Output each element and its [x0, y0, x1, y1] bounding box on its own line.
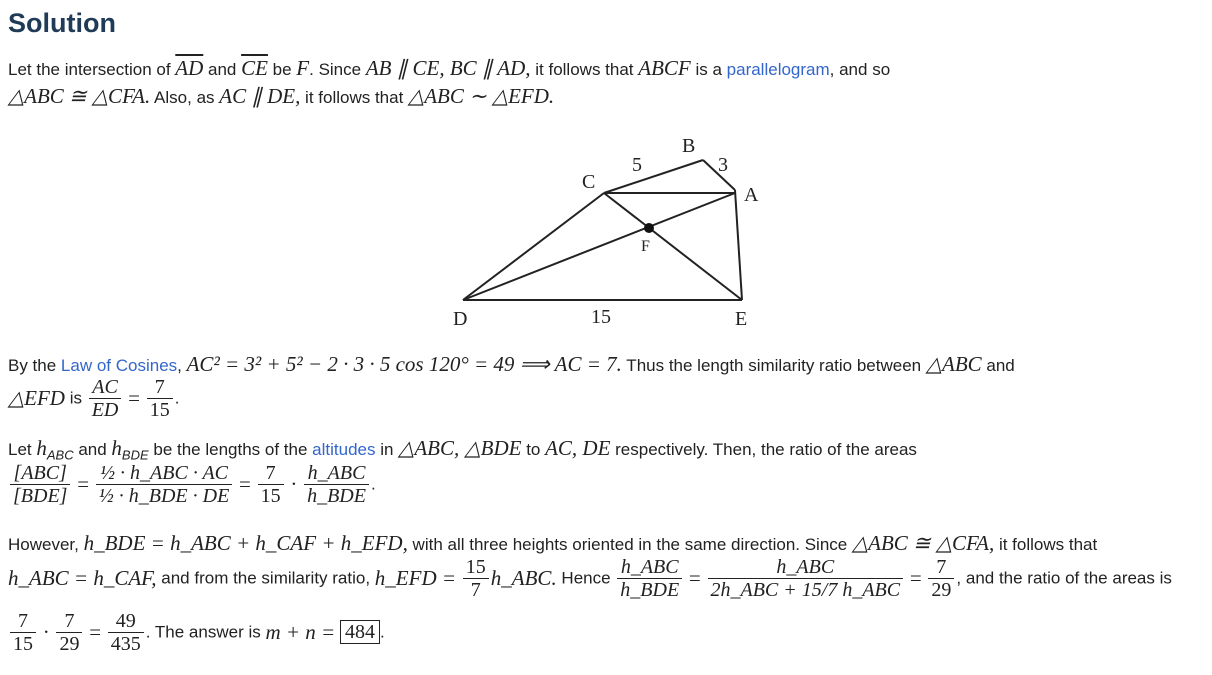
text: Let: [8, 440, 37, 459]
segment-ce: $\overline{CE}$: [241, 56, 268, 80]
text: By the: [8, 356, 61, 375]
answer-box: 484: [340, 620, 380, 644]
label-f: F: [641, 238, 650, 255]
math-hefd: h_EFD =: [374, 566, 457, 590]
fraction-7-29: [928, 556, 954, 601]
equals: =: [128, 386, 140, 410]
text: be: [267, 60, 297, 79]
fraction-height-expansion: [708, 556, 904, 601]
text: Also, as: [150, 88, 220, 107]
math-congruent: △ABC ≅ △CFA,: [851, 531, 995, 555]
numerator: 7: [258, 462, 284, 485]
denominator: 15: [149, 399, 170, 421]
numerator: 15: [463, 556, 489, 579]
text: be the lengths of the: [148, 440, 313, 459]
denominator: ½ · h_BDE · DE: [98, 485, 230, 507]
text: Thus the length similarity ratio between: [621, 356, 926, 375]
fraction-half-base-height: [96, 462, 233, 507]
numerator: 7: [147, 376, 173, 399]
period: .: [379, 622, 385, 642]
text: , and the ratio of the areas is: [956, 568, 1172, 588]
math-efd: △EFD: [8, 386, 65, 410]
paragraph-line-4: [8, 376, 179, 421]
equals: =: [239, 472, 251, 496]
math-abc: △ABC: [925, 352, 982, 376]
label-c: C: [582, 171, 596, 193]
segment-da: [463, 193, 735, 300]
equals: =: [77, 472, 90, 496]
numerator: AC: [89, 376, 122, 399]
fraction-7-15: [258, 462, 284, 507]
numerator: h_ABC: [708, 556, 904, 579]
numerator: 7: [928, 556, 954, 579]
denominator: [BDE]: [13, 485, 68, 507]
text: to: [521, 440, 546, 459]
fraction-7-15: [10, 610, 36, 655]
numerator: 7: [10, 610, 36, 633]
math-parallel: AB ∥ CE, BC ∥ AD,: [365, 56, 531, 80]
segment-ce-line: [604, 193, 742, 300]
segment-bc: [604, 160, 703, 193]
denominator: 435: [110, 633, 141, 655]
text: it follows that: [530, 60, 639, 79]
equals: =: [909, 566, 922, 590]
math-habc: h_ABC.: [490, 566, 557, 590]
point-f-dot: [644, 223, 654, 233]
geometry-figure: [440, 128, 780, 338]
label-a: A: [744, 184, 759, 206]
fraction-7-29: [56, 610, 82, 655]
text: is a: [690, 60, 727, 79]
label-d: D: [453, 308, 468, 330]
length-de: 15: [591, 306, 611, 328]
numerator: h_ABC: [304, 462, 369, 485]
fraction-heights: [617, 556, 682, 601]
math-f: F: [296, 56, 310, 80]
fraction-area: [10, 462, 70, 507]
final-answer-line: [8, 610, 385, 655]
paragraph-line-5: [8, 436, 917, 462]
paragraph-line-7: [8, 531, 1097, 556]
equals: =: [688, 566, 701, 590]
length-ab: 3: [718, 154, 728, 176]
math-equal-heights: h_ABC = h_CAF,: [8, 566, 157, 590]
math-h: h: [36, 436, 47, 460]
math-ac-de: AC ∥ DE,: [219, 84, 301, 108]
text: it follows that: [300, 88, 409, 107]
text: respectively. Then, the ratio of the areas: [610, 440, 917, 459]
numerator: ½ · h_ABC · AC: [96, 462, 233, 485]
math-congruent: △ABC ≅ △CFA.: [8, 84, 151, 108]
text: However,: [8, 535, 84, 554]
text: Let the intersection of: [8, 60, 176, 79]
length-bc: 5: [632, 154, 642, 176]
numerator: 7: [56, 610, 82, 633]
segment-cd: [463, 193, 604, 300]
math-triangles: △ABC, △BDE: [398, 436, 522, 460]
text: . Since: [309, 60, 366, 79]
denominator: h_BDE: [307, 485, 366, 507]
numerator: h_ABC: [617, 556, 682, 579]
denominator: 7: [470, 579, 481, 601]
text: is: [64, 388, 87, 408]
math-bases: AC, DE: [545, 436, 611, 460]
fraction-7-15: [147, 376, 173, 421]
numerator: [ABC]: [10, 462, 70, 485]
denominator: 2h_ABC + 15/7 h_ABC: [710, 579, 901, 601]
text: it follows that: [994, 535, 1098, 554]
parallelogram-link[interactable]: parallelogram: [726, 60, 830, 79]
paragraph-line-8: [8, 556, 1172, 601]
fraction-15-7: [463, 556, 489, 601]
subscript: ABC: [46, 447, 74, 463]
text: ,: [177, 356, 187, 375]
math-height-sum: h_BDE = h_ABC + h_CAF + h_EFD,: [83, 531, 408, 555]
text: in: [375, 440, 399, 459]
math-abcf: ABCF: [638, 56, 691, 80]
text: and from the similarity ratio,: [156, 568, 375, 588]
fraction-heights: [304, 462, 369, 507]
paragraph-line-3: [8, 352, 1015, 377]
numerator: 49: [108, 610, 144, 633]
altitudes-link[interactable]: altitudes: [312, 440, 376, 459]
label-e: E: [735, 308, 748, 330]
paragraph-line-2: [8, 84, 554, 109]
denominator: 15: [260, 485, 281, 507]
label-b: B: [682, 135, 696, 157]
fraction-ac-ed: [89, 376, 122, 421]
segment-ea: [735, 190, 742, 300]
math-cosines: AC² = 3² + 5² − 2 · 3 · 5 cos 120° = 49 ⟹ AC = 7.: [186, 352, 622, 376]
paragraph-line-1: [8, 56, 890, 81]
text: with all three heights oriented in the same direction. Since: [407, 535, 852, 554]
text: and: [73, 440, 112, 459]
math-h: h: [111, 436, 122, 460]
area-ratio-equation: [8, 462, 376, 507]
math-similar: △ABC ∼ △EFD.: [408, 84, 555, 108]
dot: ·: [290, 472, 298, 496]
text: Hence: [556, 568, 616, 588]
text: and: [203, 60, 242, 79]
denominator: 15: [13, 633, 33, 655]
period: .: [174, 388, 180, 408]
subscript: BDE: [121, 447, 149, 463]
dot: ·: [42, 620, 50, 644]
denominator: 29: [931, 579, 952, 601]
math-m-plus-n: m + n =: [265, 620, 336, 644]
fraction-49-435: [108, 610, 144, 655]
denominator: 29: [59, 633, 80, 655]
period: .: [370, 474, 376, 494]
segment-ad: $\overline{AD}$: [175, 56, 204, 80]
text: and: [981, 356, 1015, 375]
law-of-cosines-link[interactable]: Law of Cosines: [60, 356, 178, 375]
solution-heading: Solution: [8, 8, 116, 38]
text: . The answer is: [145, 622, 266, 642]
text: , and so: [829, 60, 891, 79]
equals: =: [89, 620, 102, 644]
denominator: ED: [91, 399, 119, 421]
denominator: h_BDE: [620, 579, 680, 601]
